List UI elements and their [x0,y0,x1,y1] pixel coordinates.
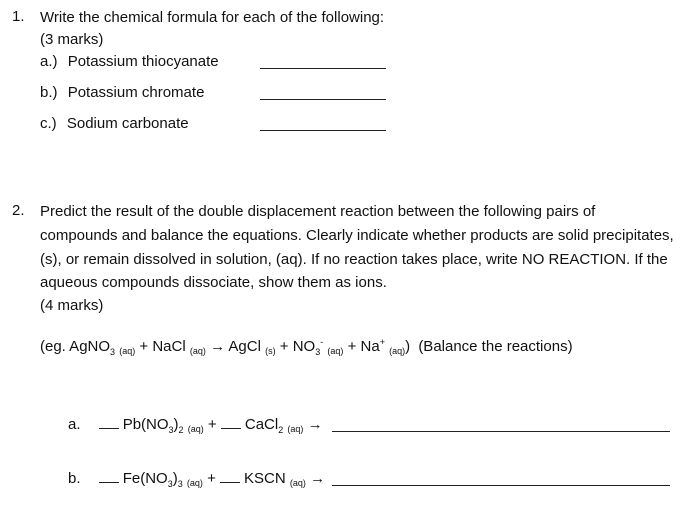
q2-example [40,337,573,361]
reaction-a-arrow-icon: → [307,416,323,433]
q1-item-c-text: Sodium carbonate [66,115,189,132]
q2-line-3: (s), or remain dissolved in solution, (aq). If no reaction takes place, write NO REACTION. If the [40,251,668,268]
example-agcl-text: AgCl [228,338,261,355]
example-nacl-state: (aq) [189,346,206,356]
q2-line-4: aqueous compounds dissociate, show them as ions. [40,274,387,291]
example-agcl-state: (s) [265,346,276,356]
reaction-b-reactant-1-sub: 3 [167,479,173,489]
reaction-b-plus: + [207,470,216,487]
reaction-b-reactant-1-sub2: 3 [177,479,183,489]
reaction-b-products-line[interactable] [332,485,670,486]
reaction-a-reactant-1-sub: 3 [168,425,174,435]
reaction-b-reactant-1-close: ) [172,470,178,487]
reaction-a-reactant-1-sub2: 2 [178,425,184,435]
reaction-a [68,415,323,439]
example-no3-charge: - [320,337,324,347]
q2-marks: (4 marks) [40,297,104,314]
reaction-b-coefficient-1-blank[interactable] [99,470,119,483]
q1-item-b [40,83,204,103]
reaction-b-reactant-2: KSCN [244,470,286,487]
example-na-charge: + [379,337,385,347]
example-no3-text: + NO [279,338,316,355]
q1-answer-line-b[interactable] [260,99,386,100]
q1-item-a-text: Potassium thiocyanate [67,53,219,70]
example-close-paren: ) [405,338,411,355]
reaction-a-reactant-2: CaCl [244,416,279,433]
q1-marks: (3 marks) [40,31,104,48]
reaction-b-coefficient-2-blank[interactable] [220,470,240,483]
example-no3-subscript: 3 [315,347,321,357]
reaction-a-reactant-2-state: (aq) [287,424,304,434]
reaction-b-reactant-1: Fe(NO [122,470,168,487]
reaction-a-plus: + [207,416,217,433]
example-agno-state: (aq) [119,346,136,356]
q1-answer-line-c[interactable] [260,130,386,131]
q1-item-b-letter: b.) [40,84,58,101]
reaction-a-reactant-1-state: (aq) [187,424,204,434]
example-nacl-text: + NaCl [139,338,186,355]
example-na-state: (aq) [389,346,406,356]
reaction-b [68,469,325,493]
reaction-b-letter: b. [68,470,81,487]
reaction-a-reactant-2-sub: 2 [278,425,284,435]
reaction-a-products-line[interactable] [332,431,670,432]
example-arrow-icon: → [210,338,226,355]
q1-item-c [40,114,189,134]
example-na-text: + Na [347,338,380,355]
reaction-b-reactant-1-state: (aq) [186,478,203,488]
reaction-a-letter: a. [68,416,81,433]
q2-number: 2. [12,202,25,219]
q1-item-c-letter: c.) [40,115,57,132]
reaction-b-reactant-2-state: (aq) [289,478,306,488]
q1-item-a-letter: a.) [40,53,58,70]
q1-answer-line-a[interactable] [260,68,386,69]
reaction-a-coefficient-2-blank[interactable] [221,416,241,429]
reaction-a-coefficient-1-blank[interactable] [99,416,119,429]
q2-line-1: Predict the result of the double displacement reaction between the following pairs of [40,203,596,220]
reaction-a-reactant-1-close: ) [173,416,179,433]
example-agno-text: (eg. AgNO [40,338,111,355]
q2-line-2: compounds and balance the equations. Clearly indicate whether products are solid precipitates, [40,227,674,244]
example-agno-subscript: 3 [110,347,116,357]
q1-item-b-text: Potassium chromate [67,84,205,101]
example-no3-state: (aq) [327,346,344,356]
reaction-a-reactant-1: Pb(NO [122,416,169,433]
reaction-b-arrow-icon: → [310,470,326,487]
q1-number: 1. [12,8,25,25]
q1-item-a [40,52,219,72]
q1-prompt: Write the chemical formula for each of the following: [40,9,385,26]
example-balance-note: (Balance the reactions) [418,338,573,355]
